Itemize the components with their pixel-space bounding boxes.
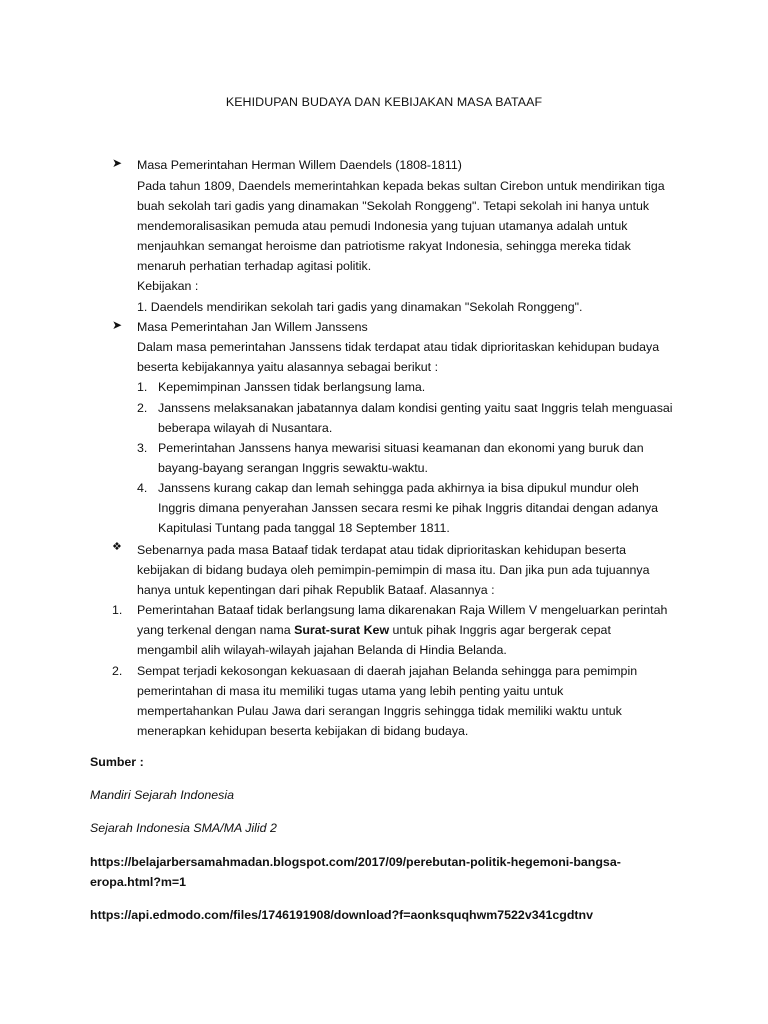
paragraph-line: Dalam masa pemerintahan Janssens tidak terdapat atau tidak diprioritaskan kehidupan budaya xyxy=(137,340,660,354)
source-book: Mandiri Sejarah Indonesia xyxy=(90,788,234,802)
list-item-number: 2. xyxy=(137,401,148,415)
source-url[interactable]: eropa.html?m=1 xyxy=(90,875,187,889)
list-item-text: mempertahankan Pulau Jawa dari serangan Inggris sehingga tidak memiliki waktu untuk xyxy=(137,704,622,718)
list-item-text: Janssens melaksanakan jabatannya dalam kondisi genting yaitu saat Inggris telah menguasai xyxy=(158,401,673,415)
list-item-text: Kapitulasi Tuntang pada tanggal 18 September 1811. xyxy=(158,521,450,535)
paragraph-line: menjauhkan semangat heroisme dan patriotisme rakyat Indonesia, sehingga mereka tidak xyxy=(137,239,631,253)
kebijakan-item: 1. Daendels mendirikan sekolah tari gadis yang dinamakan "Sekolah Ronggeng". xyxy=(137,300,583,314)
list-item-number: 4. xyxy=(137,481,148,495)
section-heading-janssens: Masa Pemerintahan Jan Willem Janssens xyxy=(137,320,368,334)
document-title: KEHIDUPAN BUDAYA DAN KEBIJAKAN MASA BATAAF xyxy=(225,95,543,109)
arrow-bullet-icon: ➤ xyxy=(112,156,123,170)
paragraph-line: Sebenarnya pada masa Bataaf tidak terdapat atau tidak diprioritaskan kehidupan beserta xyxy=(137,543,627,557)
list-item-number: 2. xyxy=(112,664,123,678)
source-book: Sejarah Indonesia SMA/MA Jilid 2 xyxy=(90,821,277,835)
list-item-text-mixed xyxy=(137,620,611,640)
paragraph-line: mendemoralisasikan pemuda atau pemudi Indonesia yang tujuan utamanya adalah untuk xyxy=(137,219,628,233)
list-item-text: mengambil alih wilayah-wilayah jajahan Belanda di Hindia Belanda. xyxy=(137,643,507,657)
list-item-number: 3. xyxy=(137,441,148,455)
list-item-text: Pemerintahan Janssens hanya mewarisi situasi keamanan dan ekonomi yang buruk dan xyxy=(158,441,644,455)
arrow-bullet-icon: ➤ xyxy=(112,318,123,332)
source-url[interactable]: https://belajarbersamahmadan.blogspot.com/2017/09/perebutan-politik-hegemoni-bangsa- xyxy=(90,855,621,869)
surat-surat-kew-term: Surat-surat Kew xyxy=(294,623,390,637)
list-item-text: beberapa wilayah di Nusantara. xyxy=(158,421,333,435)
paragraph-line: menaruh perhatian terhadap agitasi politik. xyxy=(137,259,372,273)
paragraph-line: buah sekolah tari gadis yang dinamakan "Sekolah Ronggeng". Tetapi sekolah ini hanya untuk xyxy=(137,199,650,213)
list-item-number: 1. xyxy=(112,603,123,617)
paragraph-line: kebijakan di bidang budaya oleh pemimpin-pemimpin di masa itu. Dan jika pun ada tujuannya xyxy=(137,563,650,577)
paragraph-line: beserta kebijakannya yaitu alasannya sebagai berikut : xyxy=(137,360,439,374)
paragraph-line: Pada tahun 1809, Daendels memerintahkan kepada bekas sultan Cirebon untuk mendirikan tiga xyxy=(137,179,665,193)
list-item-text: Inggris dimana penyerahan Janssen secara resmi ke pihak Inggris ditandai dengan adanya xyxy=(158,501,659,515)
diamond-bullet-icon: ❖ xyxy=(112,541,122,553)
text-run: untuk pihak Inggris agar bergerak cepat xyxy=(389,623,611,637)
section-heading-daendels: Masa Pemerintahan Herman Willem Daendels (1808-1811) xyxy=(137,158,462,172)
source-url[interactable]: https://api.edmodo.com/files/1746191908/download?f=aonksquqhwm7522v341cgdtnv xyxy=(90,908,594,922)
list-item-number: 1. xyxy=(137,380,148,394)
sources-label: Sumber : xyxy=(90,755,144,769)
list-item-text: Pemerintahan Bataaf tidak berlangsung lama dikarenakan Raja Willem V mengeluarkan perintah xyxy=(137,603,668,617)
text-run: yang terkenal dengan nama xyxy=(137,623,295,637)
kebijakan-label: Kebijakan : xyxy=(137,279,199,293)
paragraph-line: hanya untuk kepentingan dari pihak Republik Bataaf. Alasannya : xyxy=(137,583,495,597)
list-item-text: menerapkan kehidupan beserta kebijakan di bidang budaya. xyxy=(137,724,469,738)
list-item-text: bayang-bayang serangan Inggris sewaktu-waktu. xyxy=(158,461,429,475)
list-item-text: pemerintahan di masa itu memiliki tugas utama yang lebih penting yaitu untuk xyxy=(137,684,564,698)
list-item-text: Kepemimpinan Janssen tidak berlangsung lama. xyxy=(158,380,426,394)
list-item-text: Sempat terjadi kekosongan kekuasaan di daerah jajahan Belanda sehingga para pemimpin xyxy=(137,664,638,678)
list-item-text: Janssens kurang cakap dan lemah sehingga pada akhirnya ia bisa dipukul mundur oleh xyxy=(158,481,639,495)
